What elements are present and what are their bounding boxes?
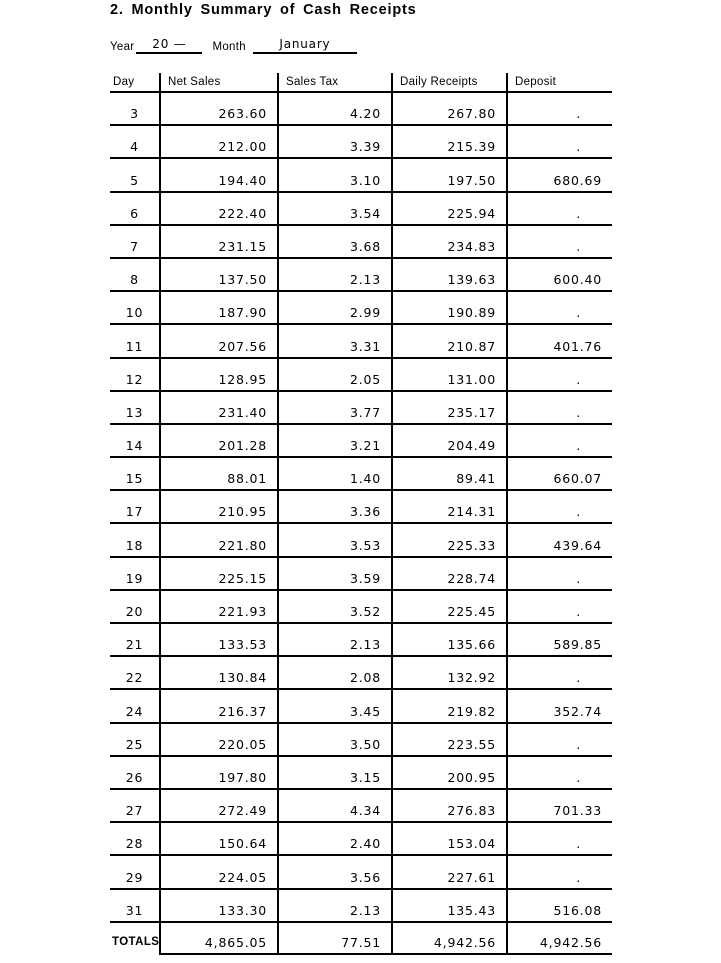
sales-tax-cell: 2.99 [278, 291, 392, 324]
sales-tax-cell: 3.68 [278, 225, 392, 258]
sales-tax-cell: 3.45 [278, 689, 392, 722]
net-sales-cell: 221.93 [160, 590, 278, 623]
table-body [110, 92, 612, 922]
deposit-cell: . [507, 490, 612, 523]
day-cell: 24 [110, 689, 160, 722]
sales-tax-cell: 3.36 [278, 490, 392, 523]
totals-row [110, 922, 612, 954]
table-row [110, 889, 612, 922]
sales-tax-cell: 3.31 [278, 324, 392, 357]
deposit-cell: 352.74 [507, 689, 612, 722]
day-cell: 14 [110, 424, 160, 457]
daily-receipts-cell: 132.92 [392, 656, 507, 689]
column-header-daily-receipts: Daily Receipts [392, 73, 507, 92]
sales-tax-cell: 4.20 [278, 92, 392, 125]
table-row [110, 291, 612, 324]
net-sales-cell: 150.64 [160, 822, 278, 855]
table-row [110, 192, 612, 225]
day-cell: 4 [110, 125, 160, 158]
sales-tax-cell: 2.13 [278, 258, 392, 291]
net-sales-cell: 216.37 [160, 689, 278, 722]
daily-receipts-cell: 204.49 [392, 424, 507, 457]
deposit-cell: 600.40 [507, 258, 612, 291]
day-cell: 17 [110, 490, 160, 523]
table-row [110, 689, 612, 722]
table-row [110, 723, 612, 756]
net-sales-cell: 130.84 [160, 656, 278, 689]
net-sales-cell: 133.53 [160, 623, 278, 656]
net-sales-cell: 128.95 [160, 358, 278, 391]
deposit-cell: . [507, 358, 612, 391]
deposit-cell: . [507, 590, 612, 623]
page-title: 2. Monthly Summary of Cash Receipts [110, 2, 417, 18]
day-cell: 15 [110, 457, 160, 490]
net-sales-cell: 197.80 [160, 756, 278, 789]
table-row [110, 391, 612, 424]
totals-daily-receipts: 4,942.56 [392, 922, 507, 954]
daily-receipts-cell: 197.50 [392, 158, 507, 191]
year-label: Year [110, 41, 135, 53]
column-header-net-sales: Net Sales [160, 73, 278, 92]
deposit-cell: 439.64 [507, 523, 612, 556]
daily-receipts-cell: 234.83 [392, 225, 507, 258]
daily-receipts-cell: 228.74 [392, 557, 507, 590]
deposit-cell: . [507, 656, 612, 689]
deposit-cell: . [507, 192, 612, 225]
daily-receipts-cell: 225.45 [392, 590, 507, 623]
daily-receipts-cell: 131.00 [392, 358, 507, 391]
deposit-cell: . [507, 557, 612, 590]
deposit-cell: . [507, 424, 612, 457]
table-row [110, 822, 612, 855]
day-cell: 8 [110, 258, 160, 291]
day-cell: 28 [110, 822, 160, 855]
day-cell: 3 [110, 92, 160, 125]
deposit-cell: . [507, 723, 612, 756]
deposit-cell: . [507, 391, 612, 424]
daily-receipts-cell: 235.17 [392, 391, 507, 424]
table-footer [110, 922, 612, 954]
day-cell: 6 [110, 192, 160, 225]
sales-tax-cell: 2.13 [278, 889, 392, 922]
daily-receipts-cell: 89.41 [392, 457, 507, 490]
daily-receipts-cell: 225.94 [392, 192, 507, 225]
day-cell: 27 [110, 789, 160, 822]
header-row [110, 73, 612, 92]
deposit-cell: 660.07 [507, 457, 612, 490]
table-row [110, 623, 612, 656]
table-row [110, 158, 612, 191]
table-row [110, 590, 612, 623]
table-row [110, 125, 612, 158]
net-sales-cell: 221.80 [160, 523, 278, 556]
table-header [110, 73, 612, 92]
sales-tax-cell: 3.77 [278, 391, 392, 424]
table-row [110, 258, 612, 291]
day-cell: 22 [110, 656, 160, 689]
net-sales-cell: 133.30 [160, 889, 278, 922]
day-cell: 26 [110, 756, 160, 789]
day-cell: 12 [110, 358, 160, 391]
deposit-cell: . [507, 225, 612, 258]
day-cell: 5 [110, 158, 160, 191]
sales-tax-cell: 2.13 [278, 623, 392, 656]
net-sales-cell: 194.40 [160, 158, 278, 191]
daily-receipts-cell: 227.61 [392, 855, 507, 888]
deposit-cell: . [507, 291, 612, 324]
table-row [110, 490, 612, 523]
totals-sales-tax: 77.51 [278, 922, 392, 954]
month-label: Month [212, 41, 246, 53]
table-row [110, 457, 612, 490]
net-sales-cell: 212.00 [160, 125, 278, 158]
net-sales-cell: 201.28 [160, 424, 278, 457]
table-row [110, 789, 612, 822]
deposit-cell: . [507, 855, 612, 888]
daily-receipts-cell: 225.33 [392, 523, 507, 556]
sales-tax-cell: 3.50 [278, 723, 392, 756]
net-sales-cell: 231.15 [160, 225, 278, 258]
deposit-cell: 589.85 [507, 623, 612, 656]
table-row [110, 656, 612, 689]
sales-tax-cell: 3.21 [278, 424, 392, 457]
daily-receipts-cell: 139.63 [392, 258, 507, 291]
daily-receipts-cell: 135.43 [392, 889, 507, 922]
net-sales-cell: 207.56 [160, 324, 278, 357]
net-sales-cell: 88.01 [160, 457, 278, 490]
sales-tax-cell: 1.40 [278, 457, 392, 490]
sales-tax-cell: 3.54 [278, 192, 392, 225]
day-cell: 19 [110, 557, 160, 590]
cash-receipts-table [110, 73, 612, 955]
net-sales-cell: 231.40 [160, 391, 278, 424]
day-cell: 7 [110, 225, 160, 258]
deposit-cell: 680.69 [507, 158, 612, 191]
sales-tax-cell: 3.56 [278, 855, 392, 888]
net-sales-cell: 272.49 [160, 789, 278, 822]
sales-tax-cell: 4.34 [278, 789, 392, 822]
deposit-cell: . [507, 92, 612, 125]
deposit-cell: . [507, 125, 612, 158]
daily-receipts-cell: 223.55 [392, 723, 507, 756]
net-sales-cell: 210.95 [160, 490, 278, 523]
sales-tax-cell: 3.59 [278, 557, 392, 590]
daily-receipts-cell: 135.66 [392, 623, 507, 656]
deposit-cell: . [507, 756, 612, 789]
table-row [110, 557, 612, 590]
sales-tax-cell: 2.05 [278, 358, 392, 391]
table-row [110, 523, 612, 556]
table-row [110, 92, 612, 125]
column-header-sales-tax: Sales Tax [278, 73, 392, 92]
day-cell: 11 [110, 324, 160, 357]
daily-receipts-cell: 267.80 [392, 92, 507, 125]
net-sales-cell: 222.40 [160, 192, 278, 225]
net-sales-cell: 263.60 [160, 92, 278, 125]
daily-receipts-cell: 214.31 [392, 490, 507, 523]
deposit-cell: 401.76 [507, 324, 612, 357]
net-sales-cell: 137.50 [160, 258, 278, 291]
daily-receipts-cell: 215.39 [392, 125, 507, 158]
table-row [110, 358, 612, 391]
daily-receipts-cell: 210.87 [392, 324, 507, 357]
sales-tax-cell: 3.15 [278, 756, 392, 789]
day-cell: 25 [110, 723, 160, 756]
daily-receipts-cell: 276.83 [392, 789, 507, 822]
column-header-deposit: Deposit [507, 73, 612, 92]
year-field: 20 — [136, 37, 202, 54]
sales-tax-cell: 2.08 [278, 656, 392, 689]
day-cell: 21 [110, 623, 160, 656]
day-cell: 29 [110, 855, 160, 888]
month-field: January [253, 37, 357, 54]
totals-label: TOTALS [112, 935, 160, 948]
totals-deposit: 4,942.56 [507, 922, 612, 954]
net-sales-cell: 225.15 [160, 557, 278, 590]
sales-tax-cell: 3.10 [278, 158, 392, 191]
net-sales-cell: 220.05 [160, 723, 278, 756]
deposit-cell: 516.08 [507, 889, 612, 922]
daily-receipts-cell: 153.04 [392, 822, 507, 855]
daily-receipts-cell: 190.89 [392, 291, 507, 324]
sales-tax-cell: 3.52 [278, 590, 392, 623]
day-cell: 13 [110, 391, 160, 424]
net-sales-cell: 224.05 [160, 855, 278, 888]
year-month-line [110, 36, 357, 54]
sales-tax-cell: 2.40 [278, 822, 392, 855]
net-sales-cell: 187.90 [160, 291, 278, 324]
table-row [110, 424, 612, 457]
table-row [110, 756, 612, 789]
day-cell: 18 [110, 523, 160, 556]
deposit-cell: 701.33 [507, 789, 612, 822]
column-header-day: Day [110, 73, 160, 92]
sales-tax-cell: 3.39 [278, 125, 392, 158]
sales-tax-cell: 3.53 [278, 523, 392, 556]
table-row [110, 855, 612, 888]
day-cell: 20 [110, 590, 160, 623]
totals-net-sales: 4,865.05 [160, 922, 278, 954]
daily-receipts-cell: 219.82 [392, 689, 507, 722]
daily-receipts-cell: 200.95 [392, 756, 507, 789]
deposit-cell: . [507, 822, 612, 855]
day-cell: 31 [110, 889, 160, 922]
table-row [110, 324, 612, 357]
day-cell: 10 [110, 291, 160, 324]
table-row [110, 225, 612, 258]
